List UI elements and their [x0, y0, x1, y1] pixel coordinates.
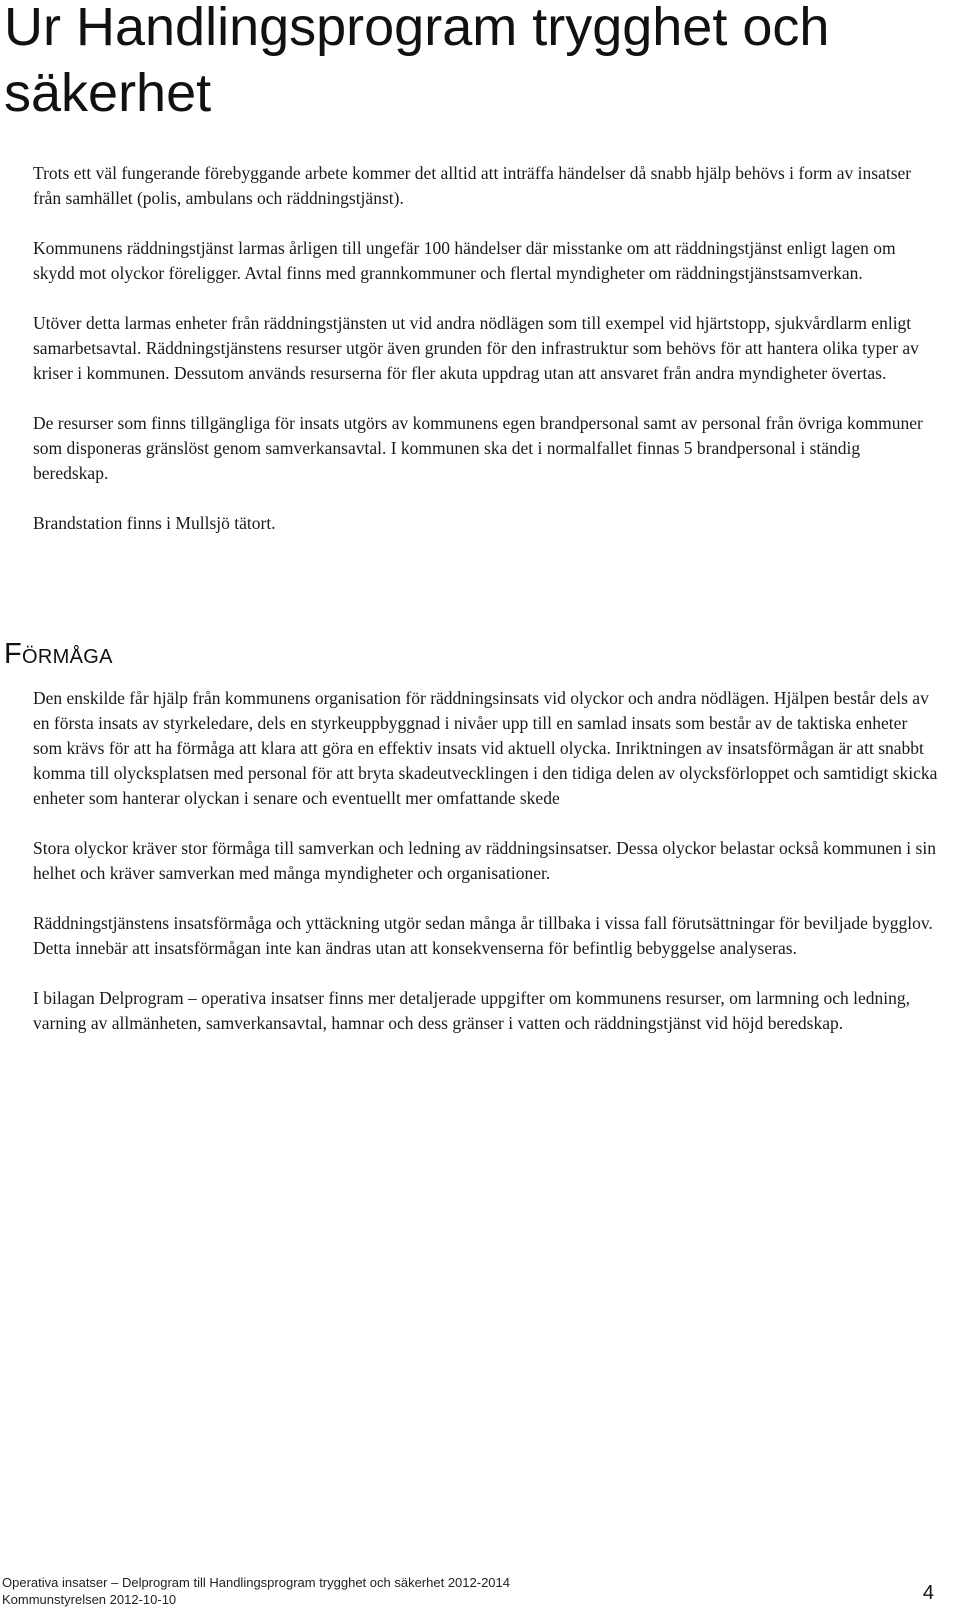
paragraph-formaga-2: Stora olyckor kräver stor förmåga till samverkan och ledning av räddningsinsatser. Dessa olyckor belastar också kommunen i sin helhet och kräver samverkan med många myndigheter och organisationer. — [33, 838, 936, 883]
paragraph-intro-5: Brandstation finns i Mullsjö tätort. — [33, 513, 276, 533]
page-footer — [0, 1575, 960, 1614]
section-heading-formaga: Förmåga — [4, 638, 113, 670]
page-title: Ur Handlingsprogram trygghet och säkerhet — [4, 0, 830, 123]
paragraph-intro-3: Utöver detta larmas enheter från räddningstjänsten ut vid andra nödlägen som till exempel vid hjärtstopp, sjukvårdlarm enligt samarbetsavtal. Räddningstjänstens resurser utgör även grunden för den infrastruktur som behövs för att hantera olika typer av kriser i kommunen. Dessutom används resurserna för fler akuta uppdrag utan att ansvaret från andra myndigheter övertas. — [33, 313, 919, 383]
intro-section — [33, 161, 938, 536]
paragraph-formaga-3: Räddningstjänstens insatsförmåga och yttäckning utgör sedan många år tillbaka i vissa fall förutsättningar för beviljade bygglov. Detta innebär att insatsförmågan inte kan ändras utan att konsekvenserna för befintlig bebyggelse analyseras. — [33, 913, 933, 958]
paragraph-intro-2: Kommunens räddningstjänst larmas årligen till ungefär 100 händelser där misstanke om att räddningstjänst enligt lagen om skydd mot olyckor föreligger. Avtal finns med grannkommuner och flertal myndigheter om räddningstjänstsamverkan. — [33, 238, 896, 283]
paragraph-intro-1: Trots ett väl fungerande förebyggande arbete kommer det alltid att inträffa händelser då snabb hjälp behövs i form av insatser från samhället (polis, ambulans och räddningstjänst). — [33, 163, 912, 208]
footer-date: Kommunstyrelsen 2012-10-10 — [2, 1592, 177, 1607]
page-number: 4 — [922, 1582, 934, 1604]
paragraph-formaga-1: Den enskilde får hjälp från kommunens organisation för räddningsinsats vid olyckor och andra nödlägen. Hjälpen består dels av en första insats av styrkeledare, dels en styrkeuppbyggnad i nivåer upp till en samlad insats som består av de taktiska enheter som krävs för att ha förmåga att klara att göra en effektiv insats vid aktuell olycka. Inriktningen av insatsförmågan är att snabbt komma till olycksplatsen med personal för att bryta skadeutvecklingen i den tidiga delen av olycksförloppet och samtidigt skicka enheter som hanterar olyckan i senare och eventuellt mer omfattande skede — [33, 688, 938, 808]
footer-document-title: Operativa insatser – Delprogram till Handlingsprogram trygghet och säkerhet 2012-2014 — [2, 1575, 510, 1590]
formaga-section — [33, 686, 938, 1036]
paragraph-formaga-4: I bilagan Delprogram – operativa insatser finns mer detaljerade uppgifter om kommunens resurser, om larmning och ledning, varning av allmänheten, samverkansavtal, hamnar och dess gränser i vatten och räddningstjänst vid höjd beredskap. — [33, 988, 910, 1033]
paragraph-intro-4: De resurser som finns tillgängliga för insats utgörs av kommunens egen brandpersonal samt av personal från övriga kommuner som disponeras gränslöst genom samverkansavtal. I kommunen ska det i normalfallet finnas 5 brandpersonal i ständig beredskap. — [33, 413, 923, 483]
